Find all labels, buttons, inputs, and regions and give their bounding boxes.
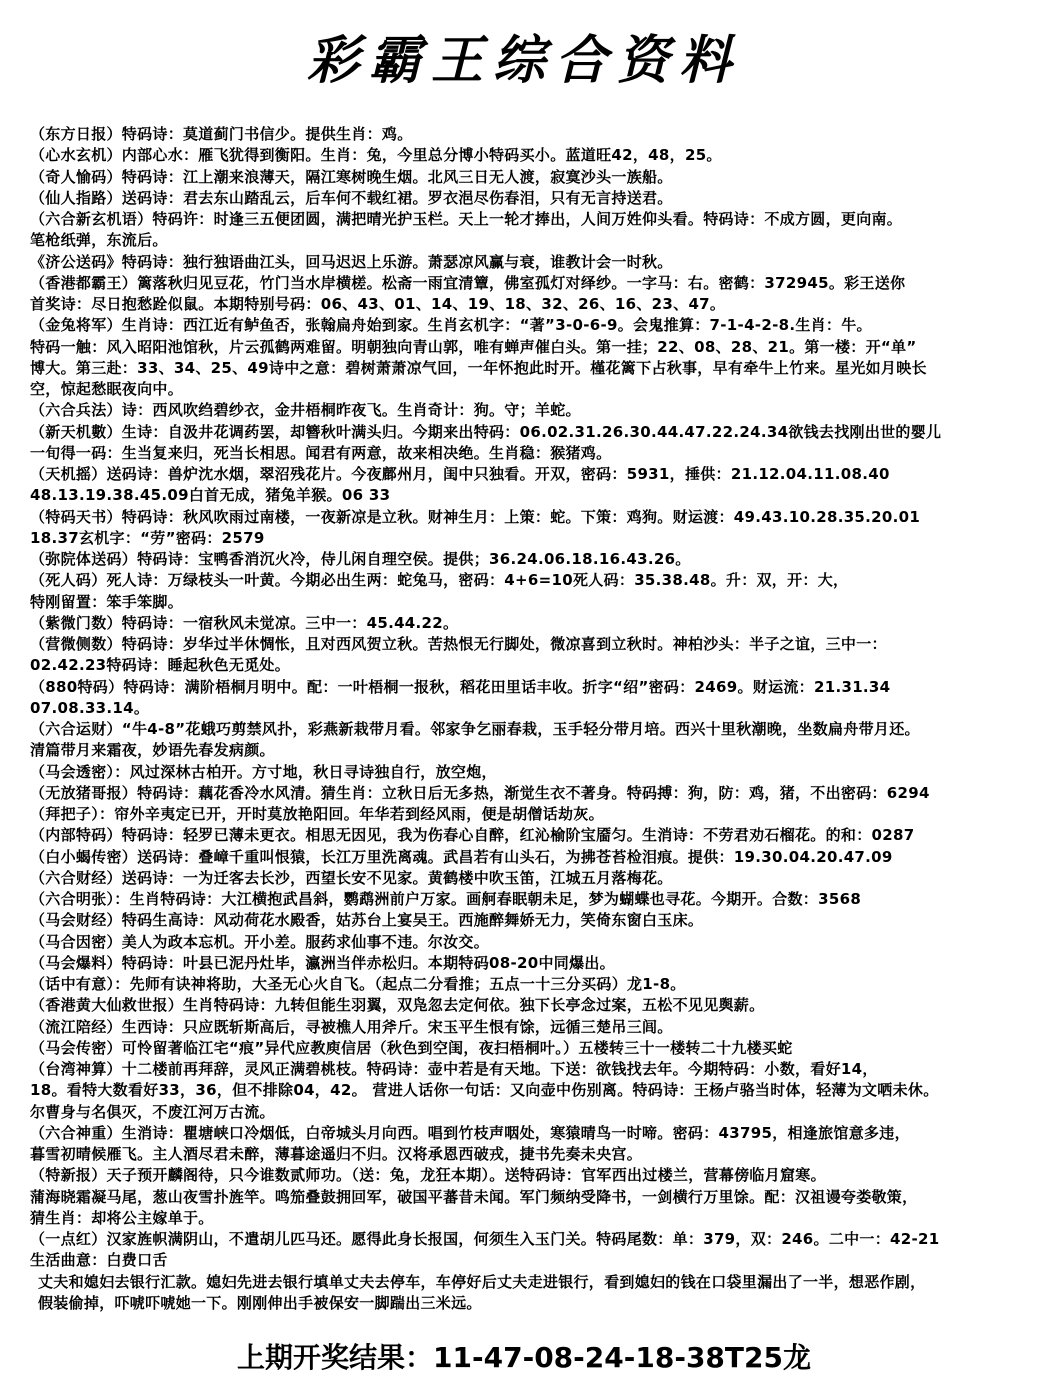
text-line: 暮雪初晴候雁飞。主人酒尽君未醉，薄暮途遥归不归。汉将承恩西破戎，捷书先奏未央宫。	[30, 1145, 643, 1163]
text-line: （无放猪哥报）特码诗：藕花香冷水风清。猜生肖：立秋日后无多热，渐觉生衣不著身。特码搏：狗，防：鸡，猪，不出密码：6294	[30, 783, 930, 802]
text-line: （马合因密）美人为政本忘机。开小差。服药求仙事不违。尔汝交。	[30, 932, 490, 951]
text-line: 《济公送码》特码诗：独行独语曲江头，回马迟迟上乐游。萧瑟凉风赢与衰，谁教计会一时秋。	[30, 252, 673, 271]
text-line: 特刚留置：笨手笨脚。	[30, 592, 184, 611]
text-line: （六合神重）生消诗：瞿塘峡口冷烟低，白帝城头月向西。唱到竹枝声咽处，寒猿晴鸟一时啼。密码：43795，相逢旅馆意多违，	[30, 1123, 910, 1142]
text-line: （马会财经）特码生高诗：风动荷花水殿香，姑苏台上宴吴王。西施醉舞娇无力，笑倚东窗白玉床。	[30, 911, 704, 930]
text-line: （弥院体送码）特码诗：宝鸭香消沉火冷，侍儿闲自理空侯。提供；36.24.06.18.16.43.26。	[30, 550, 691, 568]
text-line: 博大。第三赴：33、34、25、49诗中之意：碧树萧萧凉气回，一年怀抱此时开。槿花篱下占秋事，早有牵牛上竹来。星光如月映长	[30, 358, 927, 377]
text-line: （内部特码）特码诗：轻罗已薄未更衣。相思无因见，我为伤春心自醉，红沁榆阶宝靥匀。生消诗：不劳君劝石榴花。的和：0287	[30, 826, 915, 845]
text-line: （马会爆料）特码诗：叶县已泥丹灶毕，瀛洲当伴赤松归。本期特码08-20中同爆出。	[30, 953, 615, 972]
text-line: 清篇带月来霜夜，妙语先春发病颜。	[30, 741, 275, 760]
text-line: （六合财经）送码诗：一为迁客去长沙，西望长安不见家。黄鹤楼中吹玉笛，江城五月落梅花。	[30, 868, 673, 887]
text-line: （金兔将军）生肖诗：西江近有鲈鱼否，张翰扁舟始到家。生肖玄机字：“著”3-0-6-9。会鬼推算：7-1-4-2-8.生肖：牛。	[30, 316, 872, 335]
content-body	[30, 124, 1042, 1314]
last-draw-result: 上期开奖结果：11-47-08-24-18-38T25龙	[237, 1341, 811, 1374]
text-line: （死人码）死人诗：万绿枝头一叶黄。今期必出生两：蛇兔马，密码：4+6=10死人码：35.38.48。升：双，开：大，	[30, 571, 849, 590]
text-line: （马会传密）可怜留著临江宅“痕”异代应教庾信居（秋色到空闺，夜扫梧桐叶。）五楼转三十一楼转二十九楼买蛇	[30, 1038, 793, 1057]
text-line: 02.42.23特码诗：睡起秋色无觅处。	[30, 656, 291, 675]
text-line: 空，惊起愁眠夜向中。	[30, 380, 184, 398]
text-line: （话中有意）：先师有诀神将助，大圣无心火自飞。（起点二分看推；五点一十三分买码）龙1-8。	[30, 975, 686, 993]
text-line: （台湾神算）十二楼前再拜辞，灵风正满碧桃枝。特码诗：壶中若是有天地。下送：欲钱找去年。今期特码：小数，看好14，	[30, 1060, 878, 1078]
text-line: （特码天书）特码诗：秋风吹雨过南楼，一夜新凉是立秋。财神生月：上策：蛇。下策：鸡狗。财运渡：49.43.10.28.35.20.01	[30, 507, 921, 526]
text-line: （880特码）特码诗：满阶梧桐月明中。配：一叶梧桐一报秋，稻花田里话丰收。折字“绍”密码：2469。财运流：21.31.34	[30, 677, 891, 696]
text-line: 尔曹身与名俱灭，不废江河万古流。	[30, 1102, 275, 1121]
text-line: （心水玄机）内部心水：雁飞犹得到衡阳。生肖：兔，今里总分博小特码买小。蓝道旺42，48，25。	[30, 146, 722, 165]
text-line: 生活曲意：白费口舌	[30, 1251, 168, 1270]
text-line: （六合运财）“牛4-8”花蛾巧剪禁风扑，彩燕新栽带月看。邻家争乞丽春栽，玉手轻分带月培。西兴十里秋潮晚，坐数扁舟带月还。	[30, 720, 920, 738]
text-line: （新天机數）生诗：自汲井花调药罢，却簪秋叶满头归。今期来出特码：06.02.31.26.30.44.47.22.24.34欲钱去找刚出世的婴儿	[30, 422, 942, 441]
text-line: （一点红）汉家旌帜满阴山，不遣胡儿匹马还。愿得此身长报国，何须生入玉门关。特码尾数：单：379，双：246。二中一：42-21	[30, 1230, 940, 1248]
text-line: 18。看特大数看好33，36，但不排除04，42。 营进人话你一句话：又向壶中伤别离。特码诗：王杨卢骆当时体，轻薄为文哂未休。	[30, 1081, 939, 1100]
text-line: 猜生肖：却将公主嫁单于。	[30, 1208, 214, 1227]
text-line: 18.37玄机字：“劳”密码：2579	[30, 528, 265, 547]
text-line: 48.13.19.38.45.09白首无成，猪兔羊猴。06 33	[30, 486, 391, 505]
text-line: 一旬得一码：生当复来归，死当长相思。闻君有两意，故来相决绝。生肖稳：猴猪鸡。	[30, 443, 612, 462]
text-line: （营微侧数）特码诗：岁华过半休惆怅，且对西风贺立秋。苦热恨无行脚处，微凉喜到立秋时。神柏沙头：半子之谊，三中一：	[30, 635, 887, 653]
text-line: （奇人愉码）特码诗：江上潮来浪薄天，隔江寒树晚生烟。北风三日无人渡，寂寞沙头一族船。	[30, 167, 673, 186]
text-line: （香港都霸王）篱落秋归见豆花，竹门当水岸横槎。松斋一雨宜清簟，佛室孤灯对绎纱。一字马：右。密鹤：372945。彩王送你	[30, 273, 906, 292]
text-line: （流江陪经）生西诗：只应既斩斯高后，寻被樵人用斧斤。宋玉平生恨有馀，远循三楚吊三闾。	[30, 1017, 673, 1036]
text-line: （六合兵法）诗：西风吹绉碧纱衣，金井梧桐昨夜飞。生肖奇计：狗。守；羊蛇。	[30, 401, 581, 420]
text-line: 笔枪纸弹，东流后。	[30, 231, 168, 250]
text-line: （仙人指路）送码诗：君去东山踏乱云，后车何不载红裙。罗衣浥尽伤春泪，只有无言持送君。	[30, 188, 673, 207]
text-line: （马会透密）：风过深林古柏开。方寸地，秋日寻诗独自行，放空炮，	[30, 762, 497, 781]
text-line: （六合明张）：生肖特码诗：大江横抱武昌斜，鹦鹉洲前户万家。画舸春眠朝未足，梦为蝴蝶也寻花。今期开。合数：3568	[30, 890, 862, 908]
text-line: （白小蝎传密）送码诗：叠嶂千重叫恨猿，长江万里洗离魂。武昌若有山头石，为拂苍苔检泪痕。提供：19.30.04.20.47.09	[30, 847, 893, 866]
text-line: （紫微门数）特码诗：一宿秋风未觉凉。三中一：45.44.22。	[30, 613, 459, 632]
text-line: （六合新玄机语）特码许：时逢三五便团圆，满把晴光护玉栏。天上一轮才捧出，人间万姓仰头看。特码诗：不成方圆，更向南。	[30, 210, 903, 228]
text-line: 假装偷掉，吓唬吓唬她一下。刚刚伸出手被保安一脚踹出三米远。	[38, 1293, 482, 1312]
text-line: 首奖诗：尽日抱愁跧似鼠。本期特别号码：06、43、01、14、19、18、32、26、16、23、47。	[30, 295, 726, 313]
text-line: 特码一触：风入昭阳池馆秋，片云孤鹤两难留。明朝独向青山郭，唯有蝉声催白头。第一挂；22、08、28、21。第一楼：开“单”	[30, 337, 917, 356]
text-line: （香港黄大仙救世报）生肖特码诗：九转但能生羽翼，双凫忽去定何依。独下长亭念过案，五松不见见舆薪。	[30, 996, 765, 1015]
page-title: 彩霸王综合资料	[306, 30, 741, 91]
text-line: （天机摇）送码诗：兽炉沈水烟，翠沼残花片。今夜鄜州月，闺中只独看。开双，密码：5931，捶供：21.12.04.11.08.40	[30, 465, 890, 483]
text-line: （拜把子）：帘外辛夷定已开，开时莫放艳阳回。年华若到经风雨，便是胡僧话劫灰。	[30, 805, 604, 823]
text-line: （特新报）天子预开麟阁待，只今谁数贰师功。（送：兔，龙狂本期）。送特码诗：官军西出过楼兰，营幕傍临月窟寒。	[30, 1166, 826, 1185]
text-line: 丈夫和媳妇去银行汇款。媳妇先进去银行填单丈夫去停车，车停好后丈夫走进银行，看到媳妇的钱在口袋里漏出了一半，想恶作剧，	[38, 1272, 926, 1291]
text-line: 07.08.33.14。	[30, 698, 150, 717]
text-line: 蒲海晓霜凝马尾，葱山夜雪扑旌竿。鸣笳叠鼓拥回军，破国平蕃昔未闻。军门频纳受降书，一剑横行万里馀。配：汉祖谩夸娄敬策，	[30, 1187, 918, 1206]
text-line: （东方日报）特码诗：莫道蓟门书信少。提供生肖：鸡。	[30, 125, 413, 143]
